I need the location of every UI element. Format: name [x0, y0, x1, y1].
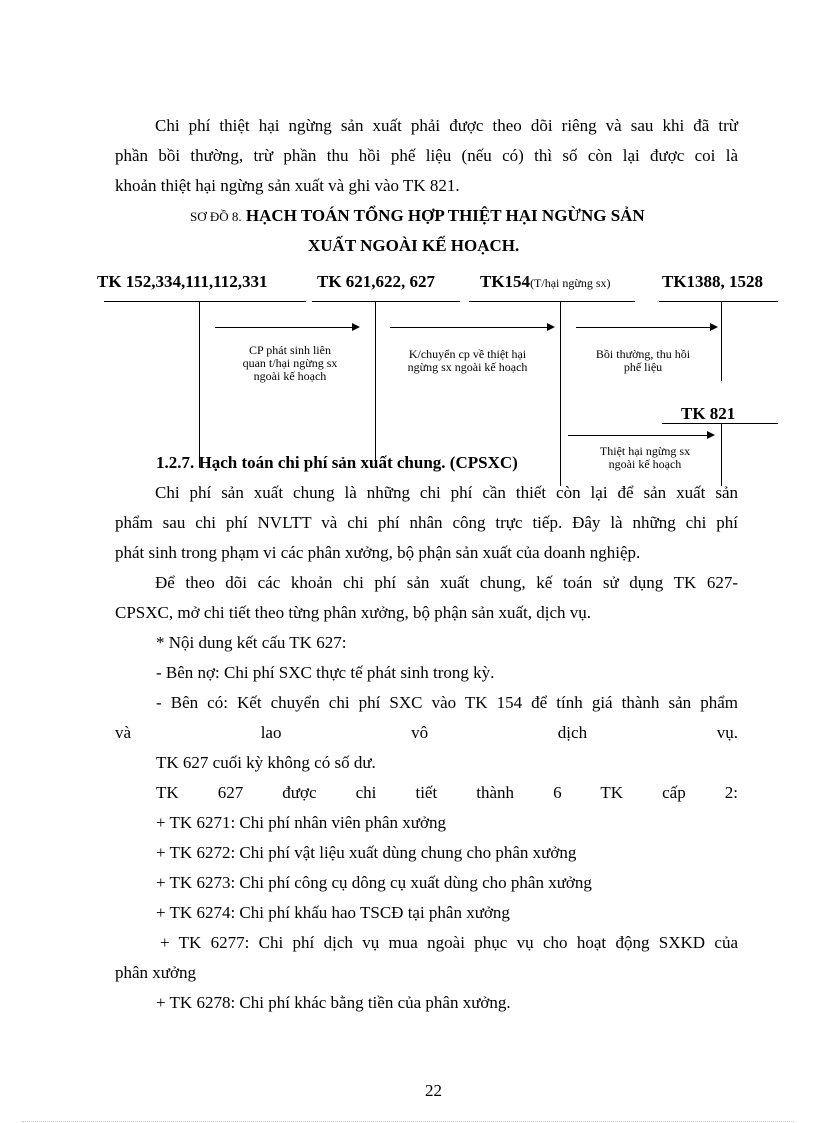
t-account-vertical-5: [721, 423, 722, 486]
arrow-label-4-line-1: Thiệt hại ngừng sx: [599, 444, 691, 458]
section-heading: 1.2.7. Hạch toán chi phí sản xuất chung. (CPSXC): [156, 453, 518, 472]
t-account-line-1: [104, 301, 306, 302]
body-line-7: - Bên nợ: Chi phí SXC thực tế phát sinh trong kỳ.: [156, 663, 495, 682]
arrow-label-4: [570, 445, 720, 471]
arrow-2: [390, 327, 553, 328]
arrow-4: [568, 435, 713, 436]
body-line-17: phân xưởng: [115, 963, 196, 982]
arrow-label-3: [573, 348, 713, 374]
page-number: 22: [425, 1081, 442, 1100]
body-line-13: + TK 6272: Chi phí vật liệu xuất dùng chung cho phân xưởng: [156, 843, 577, 862]
body-line-15: + TK 6274: Chi phí khấu hao TSCĐ tại phân xưởng: [156, 903, 510, 922]
body-line-8: - Bên có: Kết chuyển chi phí SXC vào TK 154 để tính giá thành sản phẩm: [156, 693, 738, 712]
arrow-1: [215, 327, 358, 328]
arrow-label-4-line-2: ngoài kế hoạch: [608, 457, 682, 471]
page-bottom-divider: [22, 1121, 794, 1122]
body-line-9: và lao vô dịch vụ.: [115, 723, 738, 742]
arrow-label-1-line-1: CP phát sinh liên: [249, 343, 331, 357]
intro-line-3: khoản thiệt hại ngừng sản xuất và ghi vào TK 821.: [115, 176, 460, 195]
body-line-1: Chi phí sản xuất chung là những chi phí cần thiết còn lại để sản xuất sản: [155, 483, 738, 502]
account-header-3: [480, 272, 611, 292]
arrow-label-2-line-2: ngừng sx ngoài kế hoạch: [407, 360, 528, 374]
body-line-11: TK 627 được chi tiết thành 6 TK cấp 2:: [156, 783, 738, 802]
account-header-4: TK1388, 1528: [662, 272, 764, 291]
body-line-16: + TK 6277: Chi phí dịch vụ mua ngoài phục vụ cho hoạt động SXKD của: [160, 933, 738, 952]
body-line-2: phẩm sau chi phí NVLTT và chi phí nhân công trực tiếp. Đây là những chi phí: [115, 513, 738, 532]
t-account-line-2: [312, 301, 460, 302]
intro-line-1: Chi phí thiệt hại ngừng sản xuất phải được theo dõi riêng và sau khi đã trừ: [155, 116, 738, 135]
diagram-title-line-2: XUẤT NGOÀI KẾ HOẠCH.: [308, 236, 520, 255]
t-account-vertical-3: [560, 301, 561, 486]
account-header-5: TK 821: [681, 404, 736, 423]
arrow-label-1-line-3: ngoài kế hoạch: [253, 369, 327, 383]
arrow-label-1: [215, 344, 365, 383]
account-header-3-note: (T/hại ngừng sx): [530, 276, 611, 290]
body-line-12: + TK 6271: Chi phí nhân viên phân xưởng: [156, 813, 447, 832]
diagram-prefix: SƠ ĐỒ 8.: [190, 209, 242, 224]
account-header-1: TK 152,334,111,112,331: [97, 272, 268, 291]
arrow-label-3-line-1: Bồi thường, thu hồi: [595, 347, 691, 361]
intro-line-2: phần bồi thường, trừ phần thu hồi phế liệu (nếu có) thì số còn lại được coi là: [115, 146, 738, 165]
account-header-2: TK 621,622, 627: [317, 272, 436, 291]
arrow-label-2: [380, 348, 555, 374]
body-line-3: phát sinh trong phạm vi các phân xưởng, bộ phận sản xuất của doanh nghiệp.: [115, 543, 641, 562]
diagram-title-line-1: [190, 206, 645, 226]
t-account-vertical-2: [375, 301, 376, 467]
body-line-14: + TK 6273: Chi phí công cụ dông cụ xuất dùng cho phân xưởng: [156, 873, 592, 892]
body-line-4: Để theo dõi các khoản chi phí sản xuất chung, kế toán sử dụng TK 627-: [155, 573, 738, 592]
body-line-6: * Nội dung kết cấu TK 627:: [156, 633, 347, 652]
arrow-label-3-line-2: phế liệu: [623, 360, 663, 374]
arrow-label-1-line-2: quan t/hại ngừng sx: [242, 356, 338, 370]
t-account-line-3: [469, 301, 635, 302]
t-account-line-4: [659, 301, 778, 302]
account-header-3-main: TK154: [480, 272, 531, 291]
arrow-3: [576, 327, 716, 328]
t-account-line-5: [662, 423, 778, 424]
body-line-18: + TK 6278: Chi phí khác bằng tiền của phân xưởng.: [156, 993, 511, 1012]
body-line-5: CPSXC, mở chi tiết theo từng phân xưởng, bộ phận sản xuất, dịch vụ.: [115, 603, 592, 622]
diagram-title-text-1: HẠCH TOÁN TỔNG HỢP THIỆT HẠI NGỪNG SẢN: [245, 206, 645, 225]
body-line-10: TK 627 cuối kỳ không có số dư.: [156, 753, 376, 772]
arrow-label-2-line-1: K/chuyển cp về thiệt hại: [408, 347, 527, 361]
t-account-vertical-4: [721, 301, 722, 381]
t-account-vertical-1: [199, 301, 200, 467]
